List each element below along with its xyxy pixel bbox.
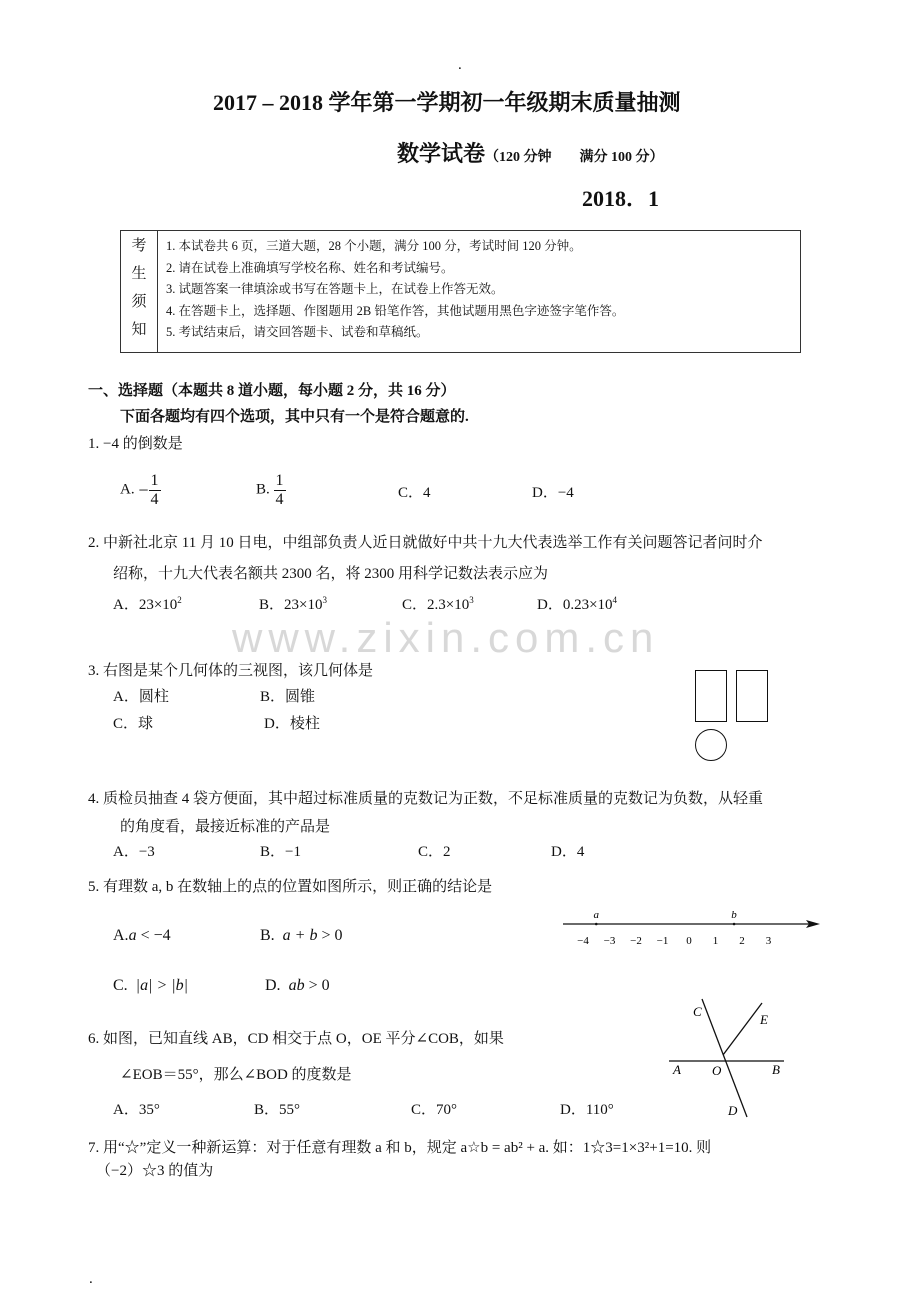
question-2-line1: 2. 中新社北京 11 月 10 日电，中组部负责人近日就做好中共十九大代表选举工作有关问题答记者问时介 bbox=[88, 535, 763, 551]
label-e: E bbox=[760, 1012, 768, 1027]
label-b: B bbox=[772, 1062, 780, 1077]
q4-option-b: B．−1 bbox=[260, 844, 301, 860]
q3-option-a: A．圆柱 bbox=[113, 689, 169, 705]
side-view-rect bbox=[737, 671, 768, 722]
top-view-circle bbox=[696, 730, 727, 761]
tick-label: 1 bbox=[712, 935, 719, 947]
q5-option-c bbox=[113, 978, 188, 994]
q2-option-a bbox=[113, 596, 182, 613]
option-label: A. bbox=[120, 481, 135, 498]
q5-option-d bbox=[265, 978, 330, 994]
point-a bbox=[595, 923, 598, 926]
label-a: A bbox=[673, 1062, 681, 1077]
q4-option-d: D．4 bbox=[551, 844, 585, 860]
notice-label-char: 生 bbox=[131, 266, 147, 282]
three-view-figure bbox=[690, 665, 775, 765]
point-label-a: a bbox=[593, 909, 599, 921]
section-heading: 一、选择题（本题共 8 道小题，每小题 2 分，共 16 分） bbox=[88, 383, 456, 399]
fraction bbox=[149, 472, 161, 508]
question-3-stem: 3. 右图是某个几何体的三视图，该几何体是 bbox=[88, 663, 374, 679]
exponent: 2 bbox=[177, 595, 182, 605]
q5-option-a bbox=[113, 928, 171, 944]
minus-sign: − bbox=[138, 480, 149, 501]
exponent: 3 bbox=[469, 595, 474, 605]
q1-option-c: C．4 bbox=[398, 485, 431, 501]
expression: a bbox=[128, 927, 137, 944]
numerator: 1 bbox=[275, 472, 284, 489]
q3-option-c: C．球 bbox=[113, 716, 154, 732]
q2-option-b bbox=[259, 596, 327, 613]
denominator: 4 bbox=[275, 490, 284, 508]
footer-dot: . bbox=[89, 1271, 93, 1287]
q4-option-c: C．2 bbox=[418, 844, 451, 860]
notice-item: 5. 考试结束后，请交回答题卡、试卷和草稿纸。 bbox=[166, 325, 429, 339]
q2-option-c bbox=[402, 596, 474, 613]
option-text: B．23×10 bbox=[259, 597, 323, 613]
header-dot: . bbox=[458, 57, 462, 73]
option-label: B. bbox=[260, 927, 275, 944]
exam-title: 2017 – 2018 学年第一学期初一年级期末质量抽测 bbox=[213, 90, 681, 115]
exam-subtitle-line bbox=[397, 143, 664, 165]
section-instruction: 下面各题均有四个选项，其中只有一个是符合题意的. bbox=[120, 409, 469, 425]
tick-label: 2 bbox=[739, 935, 745, 947]
q3-option-b: B．圆锥 bbox=[260, 689, 316, 705]
expression: > 0 bbox=[317, 927, 343, 944]
q6-option-d: D．110° bbox=[560, 1102, 614, 1118]
exam-notice-box bbox=[120, 230, 801, 353]
line-cd bbox=[702, 999, 747, 1117]
q3-option-d: D．棱柱 bbox=[264, 716, 320, 732]
exponent: 4 bbox=[612, 595, 618, 605]
question-2-line2: 绍称，十九大代表名额共 2300 名，将 2300 用科学记数法表示应为 bbox=[113, 566, 549, 582]
question-5-stem: 5. 有理数 a, b 在数轴上的点的位置如图所示，则正确的结论是 bbox=[88, 879, 493, 895]
option-text: A．23×10 bbox=[113, 597, 178, 613]
notice-label-char: 知 bbox=[131, 322, 147, 338]
point-label-b: b bbox=[731, 909, 737, 921]
label-c: C bbox=[693, 1004, 702, 1019]
tick-label: −2 bbox=[630, 935, 642, 947]
question-1-stem: 1. −4 的倒数是 bbox=[88, 436, 183, 452]
q1-option-b bbox=[256, 472, 286, 508]
question-4-line2: 的角度看，最接近标准的产品是 bbox=[120, 819, 331, 835]
question-6-line1: 6. 如图，已知直线 AB，CD 相交于点 O，OE 平分∠COB，如果 bbox=[88, 1031, 504, 1047]
denominator: 4 bbox=[150, 490, 159, 508]
exam-subtitle: 数学试卷 bbox=[397, 141, 486, 166]
question-7-line1: 7. 用“☆”定义一种新运算：对于任意有理数 a 和 b，规定 a☆b = ab² + a. 如：1☆3=1×3²+1=10. 则 bbox=[88, 1140, 712, 1156]
option-text: C．2.3×10 bbox=[402, 597, 470, 613]
q2-option-d bbox=[537, 596, 617, 613]
question-4-line1: 4. 质检员抽查 4 袋方便面，其中超过标准质量的克数记为正数，不足标准质量的克数记为负数，从轻重 bbox=[88, 791, 764, 807]
notice-items bbox=[166, 236, 624, 344]
front-view-rect bbox=[696, 671, 727, 722]
tick-label: 3 bbox=[765, 935, 772, 947]
q4-option-a: A．−3 bbox=[113, 844, 155, 860]
q5-option-b bbox=[260, 928, 343, 944]
expression: |a| > |b| bbox=[135, 977, 189, 994]
option-label: D. bbox=[265, 977, 281, 994]
expression: < −4 bbox=[136, 927, 171, 944]
expression: a + b bbox=[282, 927, 318, 944]
ray-oe bbox=[723, 1003, 762, 1055]
notice-item: 3. 试题答案一律填涂或书写在答题卡上，在试卷上作答无效。 bbox=[166, 282, 504, 296]
exam-date: 2018．1 bbox=[582, 186, 660, 211]
notice-item: 1. 本试卷共 6 页，三道大题，28 个小题，满分 100 分，考试时间 120 分钟。 bbox=[166, 239, 582, 253]
question-6-line2: ∠EOB＝55°，那么∠BOD 的度数是 bbox=[120, 1067, 352, 1083]
exam-duration-score: （120 分钟 满分 100 分） bbox=[485, 150, 664, 165]
option-label: C. bbox=[113, 977, 128, 994]
tick-label: −1 bbox=[656, 935, 669, 947]
q1-option-d: D．−4 bbox=[532, 485, 574, 501]
q6-option-b: B．55° bbox=[254, 1102, 301, 1118]
question-7-line2: （−2）☆3 的值为 bbox=[96, 1163, 214, 1179]
fraction bbox=[274, 472, 286, 508]
expression: > 0 bbox=[304, 977, 330, 994]
tick-label: −4 bbox=[577, 935, 589, 947]
notice-label-char: 须 bbox=[131, 294, 147, 310]
tick-label: −3 bbox=[603, 935, 616, 947]
option-text: D．0.23×10 bbox=[537, 597, 613, 613]
q6-option-a: A．35° bbox=[113, 1102, 160, 1118]
option-label: A. bbox=[113, 927, 129, 944]
option-label: B. bbox=[256, 481, 270, 498]
expression: ab bbox=[288, 977, 305, 994]
point-b bbox=[733, 923, 736, 926]
watermark: www.zixin.com.cn bbox=[232, 614, 660, 661]
q1-option-a bbox=[120, 472, 161, 508]
label-o: O bbox=[712, 1063, 722, 1078]
exponent: 3 bbox=[322, 595, 327, 605]
q6-option-c: C．70° bbox=[411, 1102, 458, 1118]
number-line bbox=[555, 900, 830, 950]
notice-label-char: 考 bbox=[131, 238, 147, 254]
notice-label bbox=[121, 231, 158, 352]
numerator: 1 bbox=[150, 472, 159, 489]
notice-item: 4. 在答题卡上，选择题、作图题用 2B 铅笔作答，其他试题用黑色字迹签字笔作答。 bbox=[166, 303, 625, 318]
tick-label: 0 bbox=[686, 935, 692, 947]
angle-figure bbox=[660, 995, 790, 1120]
label-d: D bbox=[728, 1103, 738, 1118]
notice-item: 2. 请在试卷上准确填写学校名称、姓名和考试编号。 bbox=[166, 260, 454, 275]
